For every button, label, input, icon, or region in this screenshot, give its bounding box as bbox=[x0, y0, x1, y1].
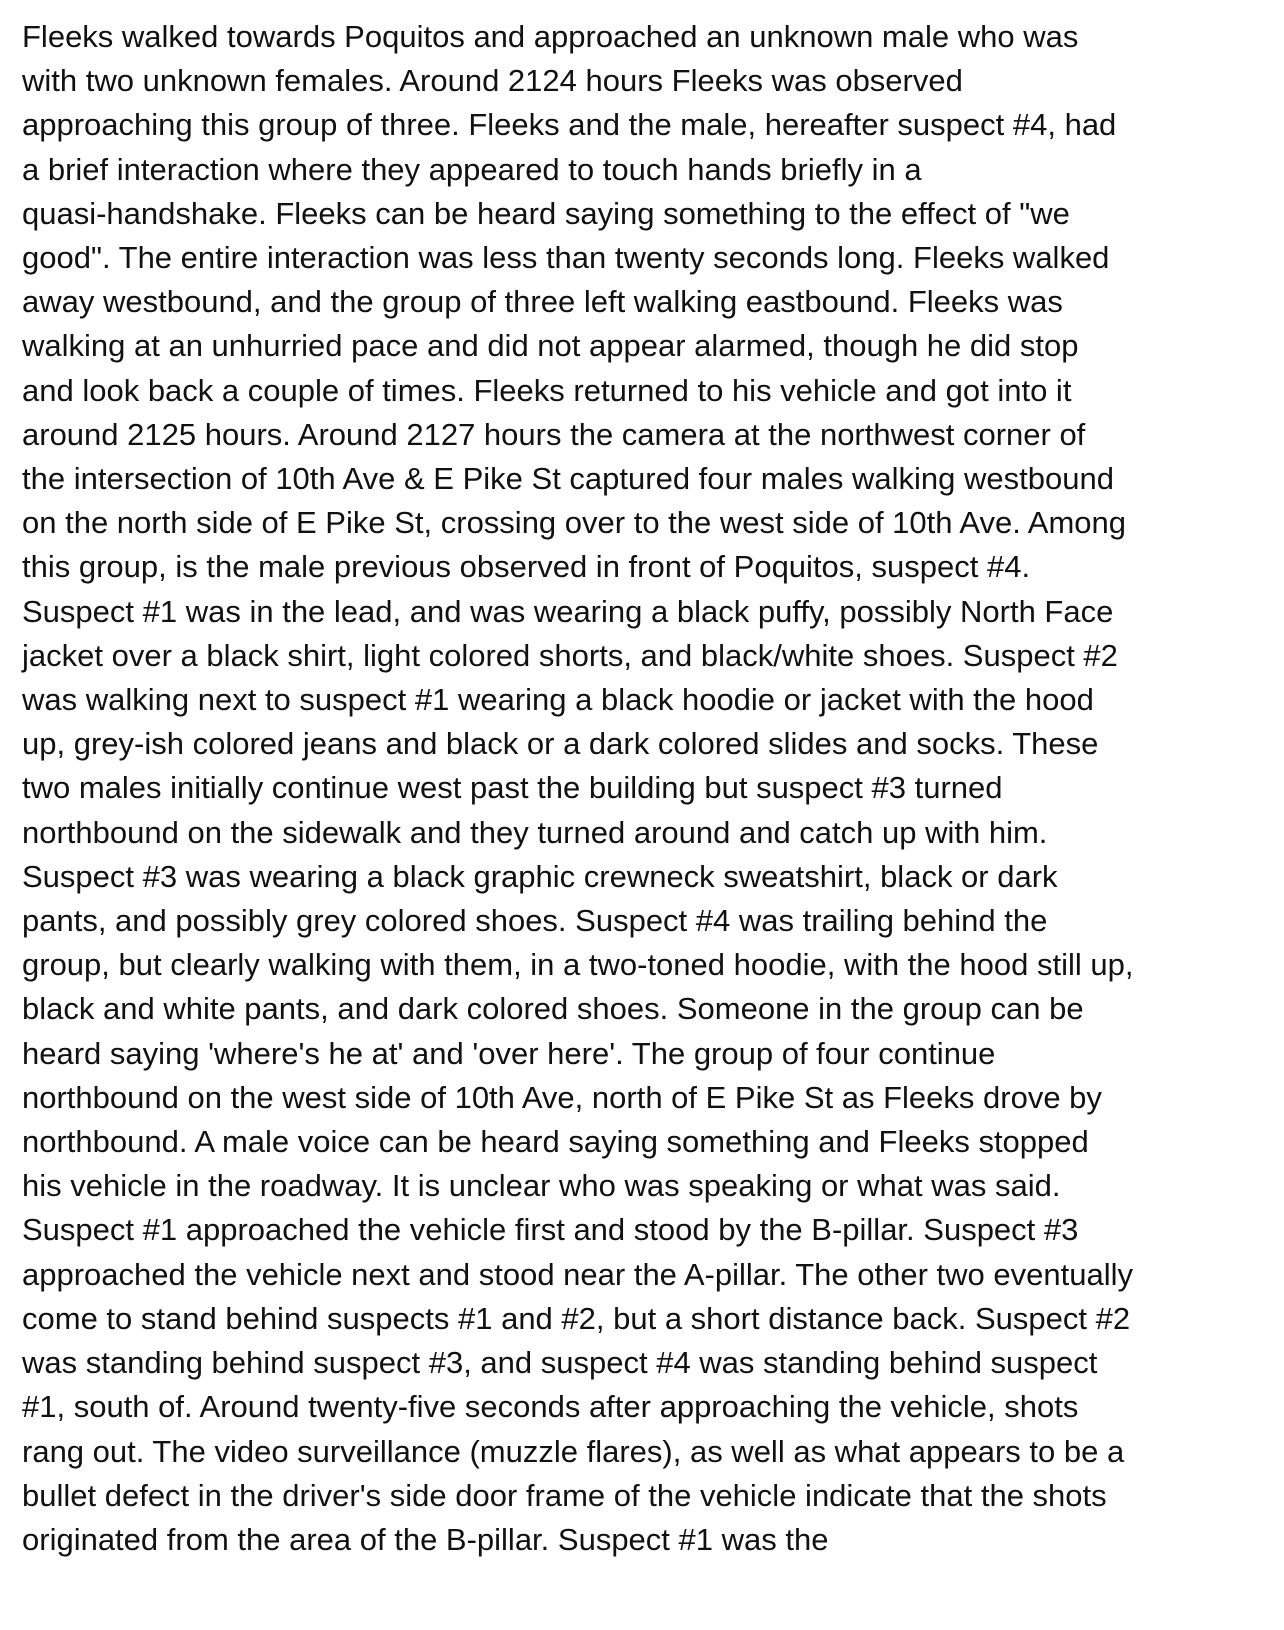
text-line: northbound on the west side of 10th Ave, north of E Pike St as Fleeks drove by bbox=[22, 1079, 1102, 1115]
text-line: up, grey-ish colored jeans and black or a dark colored slides and socks. These bbox=[22, 726, 1099, 762]
text-line: walking at an unhurried pace and did not appear alarmed, though he did stop bbox=[22, 328, 1079, 364]
text-line: heard saying 'where's he at' and 'over here'. The group of four continue bbox=[22, 1035, 996, 1071]
text-line: come to stand behind suspects #1 and #2, but a short distance back. Suspect #2 bbox=[22, 1300, 1131, 1336]
text-line: quasi-handshake. Fleeks can be heard saying something to the effect of "we bbox=[22, 195, 1070, 231]
text-line: around 2125 hours. Around 2127 hours the camera at the northwest corner of bbox=[22, 416, 1086, 452]
text-line: his vehicle in the roadway. It is unclear who was speaking or what was said. bbox=[22, 1168, 1061, 1204]
text-line: originated from the area of the B-pillar. Suspect #1 was the bbox=[22, 1521, 829, 1557]
text-line: good". The entire interaction was less than twenty seconds long. Fleeks walked bbox=[22, 240, 1110, 276]
text-line: approaching this group of three. Fleeks and the male, hereafter suspect #4, had bbox=[22, 107, 1117, 143]
text-line: group, but clearly walking with them, in a two-toned hoodie, with the hood still up, bbox=[22, 947, 1134, 983]
text-line: on the north side of E Pike St, crossing over to the west side of 10th Ave. Among bbox=[22, 505, 1127, 541]
text-line: northbound. A male voice can be heard saying something and Fleeks stopped bbox=[22, 1124, 1089, 1160]
text-line: Fleeks walked towards Poquitos and approached an unknown male who was bbox=[22, 19, 1079, 54]
text-line: the intersection of 10th Ave & E Pike St captured four males walking westbound bbox=[22, 461, 1114, 497]
text-line: northbound on the sidewalk and they turned around and catch up with him. bbox=[22, 814, 1048, 850]
text-line: #1, south of. Around twenty-five seconds after approaching the vehicle, shots bbox=[22, 1389, 1079, 1425]
text-line: with two unknown females. Around 2124 hours Fleeks was observed bbox=[22, 63, 963, 99]
text-line: away westbound, and the group of three left walking eastbound. Fleeks was bbox=[22, 284, 1063, 320]
text-line: and look back a couple of times. Fleeks returned to his vehicle and got into it bbox=[22, 372, 1072, 408]
text-line: Suspect #1 was in the lead, and was wearing a black puffy, possibly North Face bbox=[22, 593, 1114, 629]
text-line: this group, is the male previous observed in front of Poquitos, suspect #4. bbox=[22, 549, 1031, 585]
body-text bbox=[22, 15, 1262, 1562]
text-line: black and white pants, and dark colored shoes. Someone in the group can be bbox=[22, 991, 1084, 1027]
text-line: was walking next to suspect #1 wearing a black hoodie or jacket with the hood bbox=[22, 682, 1094, 718]
text-line: rang out. The video surveillance (muzzle flares), as well as what appears to be a bbox=[22, 1433, 1125, 1469]
text-line: jacket over a black shirt, light colored shorts, and black/white shoes. Suspect #2 bbox=[22, 637, 1118, 673]
text-line: was standing behind suspect #3, and suspect #4 was standing behind suspect bbox=[22, 1345, 1098, 1381]
text-line: pants, and possibly grey colored shoes. Suspect #4 was trailing behind the bbox=[22, 903, 1048, 939]
text-line: approached the vehicle next and stood near the A-pillar. The other two eventually bbox=[22, 1256, 1133, 1292]
text-line: a brief interaction where they appeared to touch hands briefly in a bbox=[22, 151, 922, 187]
text-line: bullet defect in the driver's side door frame of the vehicle indicate that the shots bbox=[22, 1477, 1107, 1513]
text-line: Suspect #1 approached the vehicle first and stood by the B-pillar. Suspect #3 bbox=[22, 1212, 1079, 1248]
text-line: two males initially continue west past the building but suspect #3 turned bbox=[22, 770, 1003, 806]
text-line: Suspect #3 was wearing a black graphic crewneck sweatshirt, black or dark bbox=[22, 858, 1058, 894]
